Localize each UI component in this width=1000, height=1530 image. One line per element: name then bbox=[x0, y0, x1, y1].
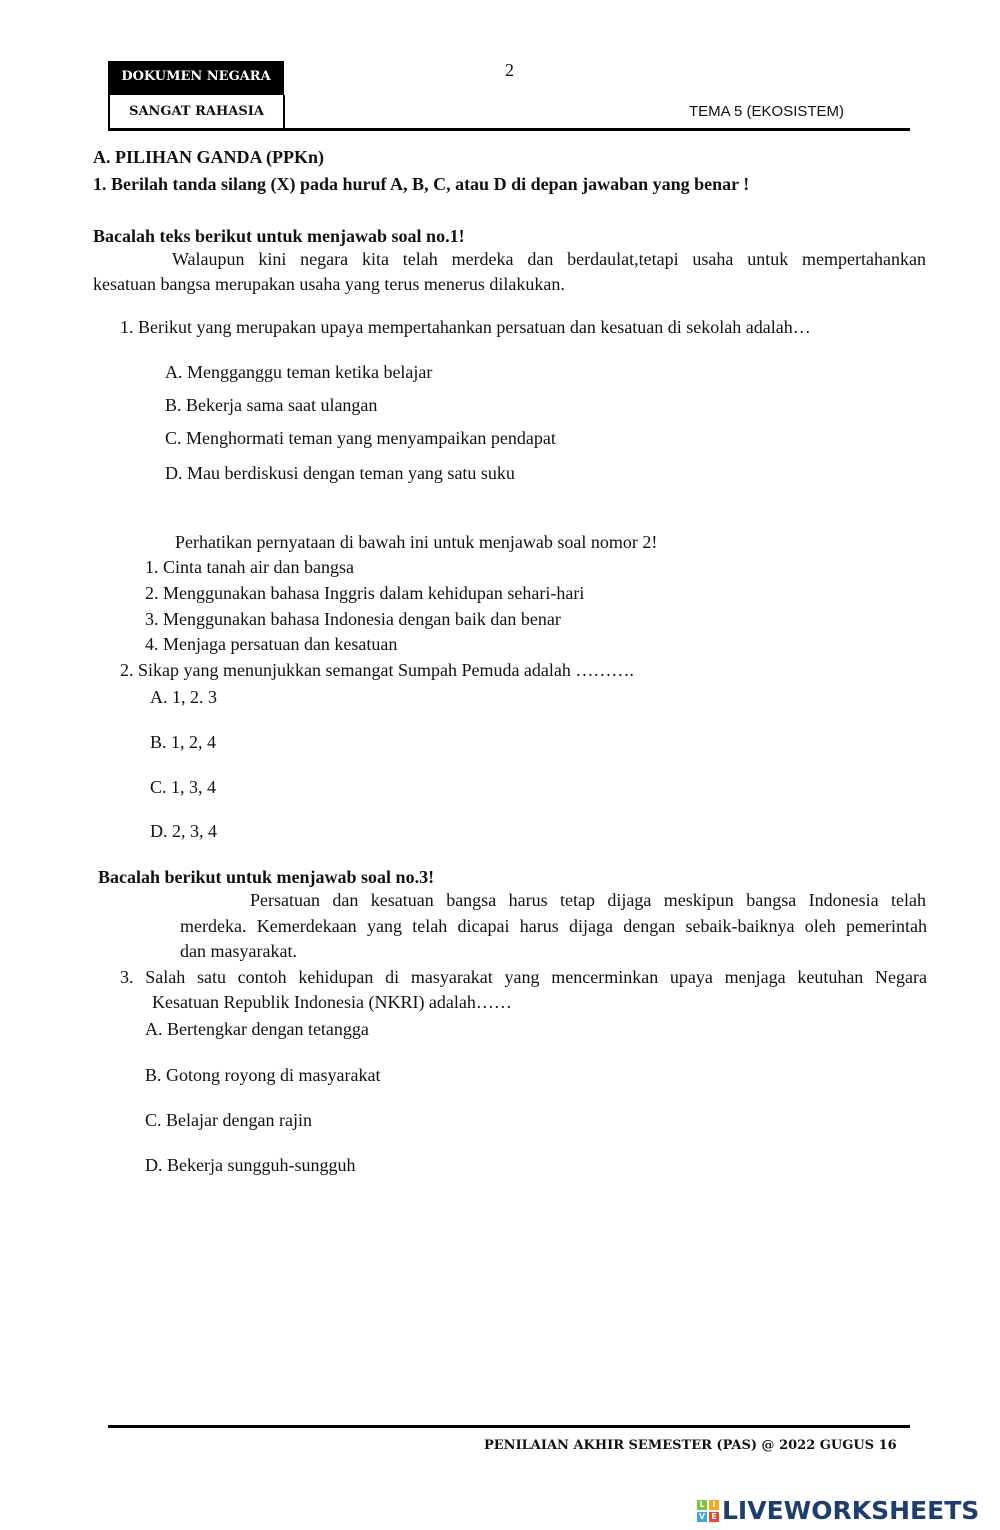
header-rule bbox=[108, 128, 910, 131]
footer-rule bbox=[108, 1425, 910, 1428]
q2-question: 2. Sikap yang menunjukkan semangat Sumpah Pemuda adalah ………. bbox=[120, 660, 634, 680]
q1-option-c[interactable]: C. Menghormati teman yang menyampaikan pendapat bbox=[165, 428, 556, 448]
q3-passage: Persatuan dan kesatuan bangsa harus tetap dijaga meskipun bangsa Indonesia telah bbox=[250, 890, 926, 910]
q1-question: 1. Berikut yang merupakan upaya mempertahankan persatuan dan kesatuan di sekolah adalah… bbox=[120, 317, 811, 337]
q2-option-d[interactable]: D. 2, 3, 4 bbox=[150, 821, 217, 841]
q1-option-b[interactable]: B. Bekerja sama saat ulangan bbox=[165, 395, 378, 415]
q2-statement: 3. Menggunakan bahasa Indonesia dengan baik dan benar bbox=[145, 609, 561, 629]
q3-option-b[interactable]: B. Gotong royong di masyarakat bbox=[145, 1065, 381, 1085]
q1-passage: Walaupun kini negara kita telah merdeka dan berdaulat,tetapi usaha untuk mempertahankan bbox=[172, 249, 926, 269]
logo-text: LIVEWORKSHEETS bbox=[722, 1496, 980, 1525]
q3-option-d[interactable]: D. Bekerja sungguh-sungguh bbox=[145, 1155, 356, 1175]
q3-passage: dan masyarakat. bbox=[180, 941, 297, 961]
logo-letter: I bbox=[709, 1500, 719, 1510]
q3-option-c[interactable]: C. Belajar dengan rajin bbox=[145, 1110, 312, 1130]
page-number: 2 bbox=[505, 60, 514, 80]
q1-passage: kesatuan bangsa merupakan usaha yang terus menerus dilakukan. bbox=[93, 274, 565, 294]
logo-icon bbox=[697, 1500, 719, 1522]
q2-option-a[interactable]: A. 1, 2. 3 bbox=[150, 687, 217, 707]
logo-letter: V bbox=[698, 1511, 706, 1521]
secret-label-box: SANGAT RAHASIA bbox=[108, 95, 285, 130]
q3-read-label: Bacalah berikut untuk menjawab soal no.3! bbox=[98, 867, 435, 887]
q2-statement: 2. Menggunakan bahasa Inggris dalam kehidupan sehari-hari bbox=[145, 583, 585, 603]
section-title: A. PILIHAN GANDA (PPKn) bbox=[93, 147, 325, 167]
section-instruction: 1. Berilah tanda silang (X) pada huruf A, B, C, atau D di depan jawaban yang benar ! bbox=[93, 174, 750, 194]
q2-option-c[interactable]: C. 1, 3, 4 bbox=[150, 777, 217, 797]
q3-passage: merdeka. Kemerdekaan yang telah dicapai harus dijaga dengan sebaik-baiknya oleh pemerintah bbox=[180, 916, 927, 936]
q1-read-label: Bacalah teks berikut untuk menjawab soal no.1! bbox=[93, 226, 465, 246]
logo-letter: E bbox=[709, 1512, 719, 1522]
q2-intro: Perhatikan pernyataan di bawah ini untuk menjawab soal nomor 2! bbox=[175, 532, 658, 552]
q3-question: 3. Salah satu contoh kehidupan di masyarakat yang mencerminkan upaya menjaga keutuhan Negara bbox=[120, 967, 927, 987]
liveworksheets-logo bbox=[697, 1496, 979, 1525]
q1-option-a[interactable]: A. Mengganggu teman ketika belajar bbox=[165, 362, 433, 382]
q1-option-d[interactable]: D. Mau berdiskusi dengan teman yang satu suku bbox=[165, 463, 515, 483]
q2-option-b[interactable]: B. 1, 2, 4 bbox=[150, 732, 217, 752]
footer-text: PENILAIAN AKHIR SEMESTER (PAS) @ 2022 GUGUS 16 bbox=[484, 1438, 897, 1453]
q2-statement: 1. Cinta tanah air dan bangsa bbox=[145, 557, 354, 577]
q3-option-a[interactable]: A. Bertengkar dengan tetangga bbox=[145, 1019, 369, 1039]
q3-question: Kesatuan Republik Indonesia (NKRI) adalah…… bbox=[152, 992, 512, 1012]
theme-label: TEMA 5 (EKOSISTEM) bbox=[689, 103, 845, 120]
q2-statement: 4. Menjaga persatuan dan kesatuan bbox=[145, 634, 398, 654]
doc-label-box: DOKUMEN NEGARA bbox=[108, 61, 284, 95]
logo-letter: L bbox=[697, 1500, 707, 1510]
